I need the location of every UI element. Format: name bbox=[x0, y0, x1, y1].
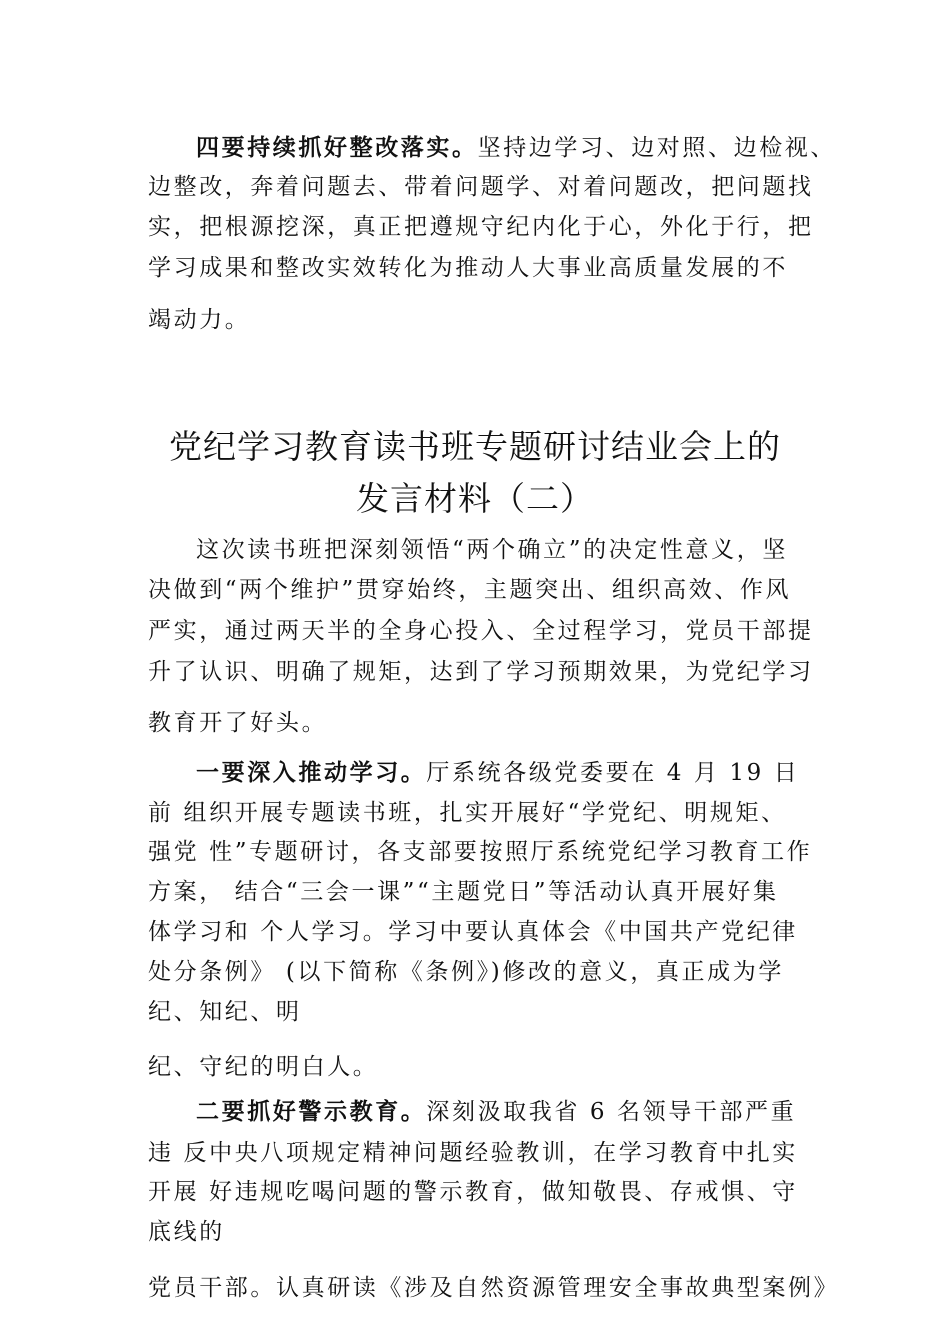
paragraph-line: 前 组织开展专题读书班，扎实开展好“学党纪、明规矩、 bbox=[148, 800, 787, 826]
paragraph-line: 违 反中央八项规定精神问题经验教训，在学习教育中扎实 bbox=[148, 1140, 798, 1166]
paragraph-line: 严实，通过两天半的全身心投入、全过程学习，党员干部提 bbox=[148, 618, 814, 644]
paragraph-line: 底线的 bbox=[148, 1219, 225, 1245]
paragraph-lead: 一要深入推动学习。 bbox=[196, 759, 427, 786]
document-title-line-1: 党纪学习教育读书班专题研讨结业会上的 bbox=[169, 427, 781, 466]
paragraph-line: 升了认识、明确了规矩，达到了学习预期效果，为党纪学习 bbox=[148, 659, 814, 685]
paragraph-line: 纪、知纪、明 bbox=[148, 999, 302, 1025]
paragraph-line: 处分条例》 (以下简称《条例》)修改的意义，真正成为学 bbox=[148, 959, 784, 985]
paragraph-lead: 二要抓好警示教育。 bbox=[196, 1098, 427, 1125]
paragraph-line: 方案， 结合“三会一课”“主题党日”等活动认真开展好集 bbox=[148, 879, 779, 905]
paragraph-lead: 四要持续抓好整改落实。 bbox=[196, 134, 478, 161]
paragraph-line: 决做到“两个维护”贯穿始终，主题突出、组织高效、作风 bbox=[148, 577, 792, 603]
paragraph-line: 强党 性”专题研讨，各支部要按照厅系统党纪学习教育工作 bbox=[148, 839, 813, 865]
paragraph-line: 实，把根源挖深，真正把遵规守纪内化于心，外化于行，把 bbox=[148, 214, 814, 240]
paragraph-line: 开展 好违规吃喝问题的警示教育，做知敬畏、存戒惧、守 bbox=[148, 1179, 798, 1205]
paragraph-line: 体学习和 个人学习。学习中要认真体会《中国共产党纪律 bbox=[148, 919, 798, 945]
paragraph-line: 教育开了好头。 bbox=[148, 710, 328, 736]
paragraph-line: 这次读书班把深刻领悟“两个确立”的决定性意义，坚 bbox=[196, 537, 788, 563]
paragraph-line: 一要深入推动学习。厅系统各级党委要在 4 月 19 日 bbox=[196, 759, 800, 786]
paragraph-line: 二要抓好警示教育。深刻汲取我省 6 名领导干部严重 bbox=[196, 1098, 797, 1125]
paragraph-line: 竭动力。 bbox=[148, 307, 251, 333]
document-title-line-2: 发言材料（二） bbox=[356, 479, 594, 518]
paragraph-line: 四要持续抓好整改落实。坚持边学习、边对照、边检视、 bbox=[196, 134, 837, 161]
paragraph-line: 边整改，奔着问题去、带着问题学、对着问题改，把问题找 bbox=[148, 174, 814, 200]
paragraph-line: 党员干部。认真研读《涉及自然资源管理安全事故典型案例》 bbox=[148, 1275, 840, 1301]
paragraph-line: 学习成果和整改实效转化为推动人大事业高质量发展的不 bbox=[148, 255, 788, 281]
paragraph-line: 纪、守纪的明白人。 bbox=[148, 1054, 379, 1080]
